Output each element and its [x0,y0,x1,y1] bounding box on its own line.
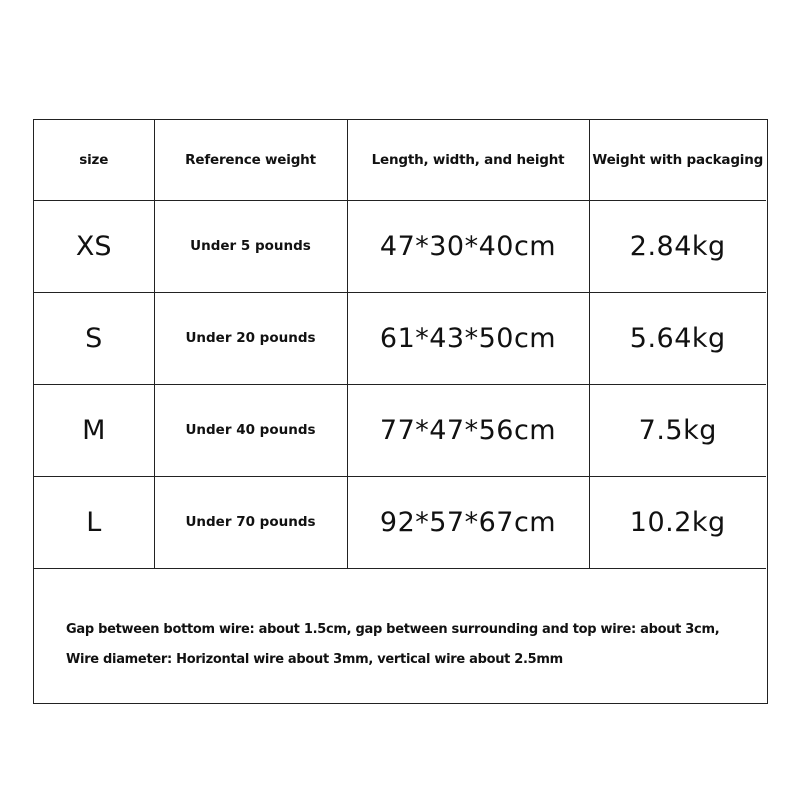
size-cell: S [34,292,154,384]
header-dimensions: Length, width, and height [347,120,589,200]
size-chart-table [34,120,766,569]
dimensions-cell: 61*43*50cm [347,292,589,384]
size-cell: XS [34,200,154,292]
table-row [34,476,766,568]
reference-weight-cell: Under 5 pounds [154,200,347,292]
table-row [34,200,766,292]
header-reference-weight: Reference weight [154,120,347,200]
size-cell: M [34,384,154,476]
wire-diameter-note: Wire diameter: Horizontal wire about 3mm, vertical wire about 2.5mm [66,652,563,667]
wire-gap-note: Gap between bottom wire: about 1.5cm, gap between surrounding and top wire: about 3cm, [66,622,720,637]
reference-weight-cell: Under 70 pounds [154,476,347,568]
table-header-row [34,120,766,200]
table-row [34,384,766,476]
packaged-weight-cell: 10.2kg [589,476,766,568]
dimensions-cell: 47*30*40cm [347,200,589,292]
header-packaged-weight: Weight with packaging [589,120,766,200]
size-chart-sheet [33,119,768,704]
packaged-weight-cell: 7.5kg [589,384,766,476]
packaged-weight-cell: 5.64kg [589,292,766,384]
reference-weight-cell: Under 20 pounds [154,292,347,384]
size-cell: L [34,476,154,568]
wire-spec-notes [66,615,756,675]
reference-weight-cell: Under 40 pounds [154,384,347,476]
dimensions-cell: 92*57*67cm [347,476,589,568]
packaged-weight-cell: 2.84kg [589,200,766,292]
header-size: size [34,120,154,200]
dimensions-cell: 77*47*56cm [347,384,589,476]
table-row [34,292,766,384]
